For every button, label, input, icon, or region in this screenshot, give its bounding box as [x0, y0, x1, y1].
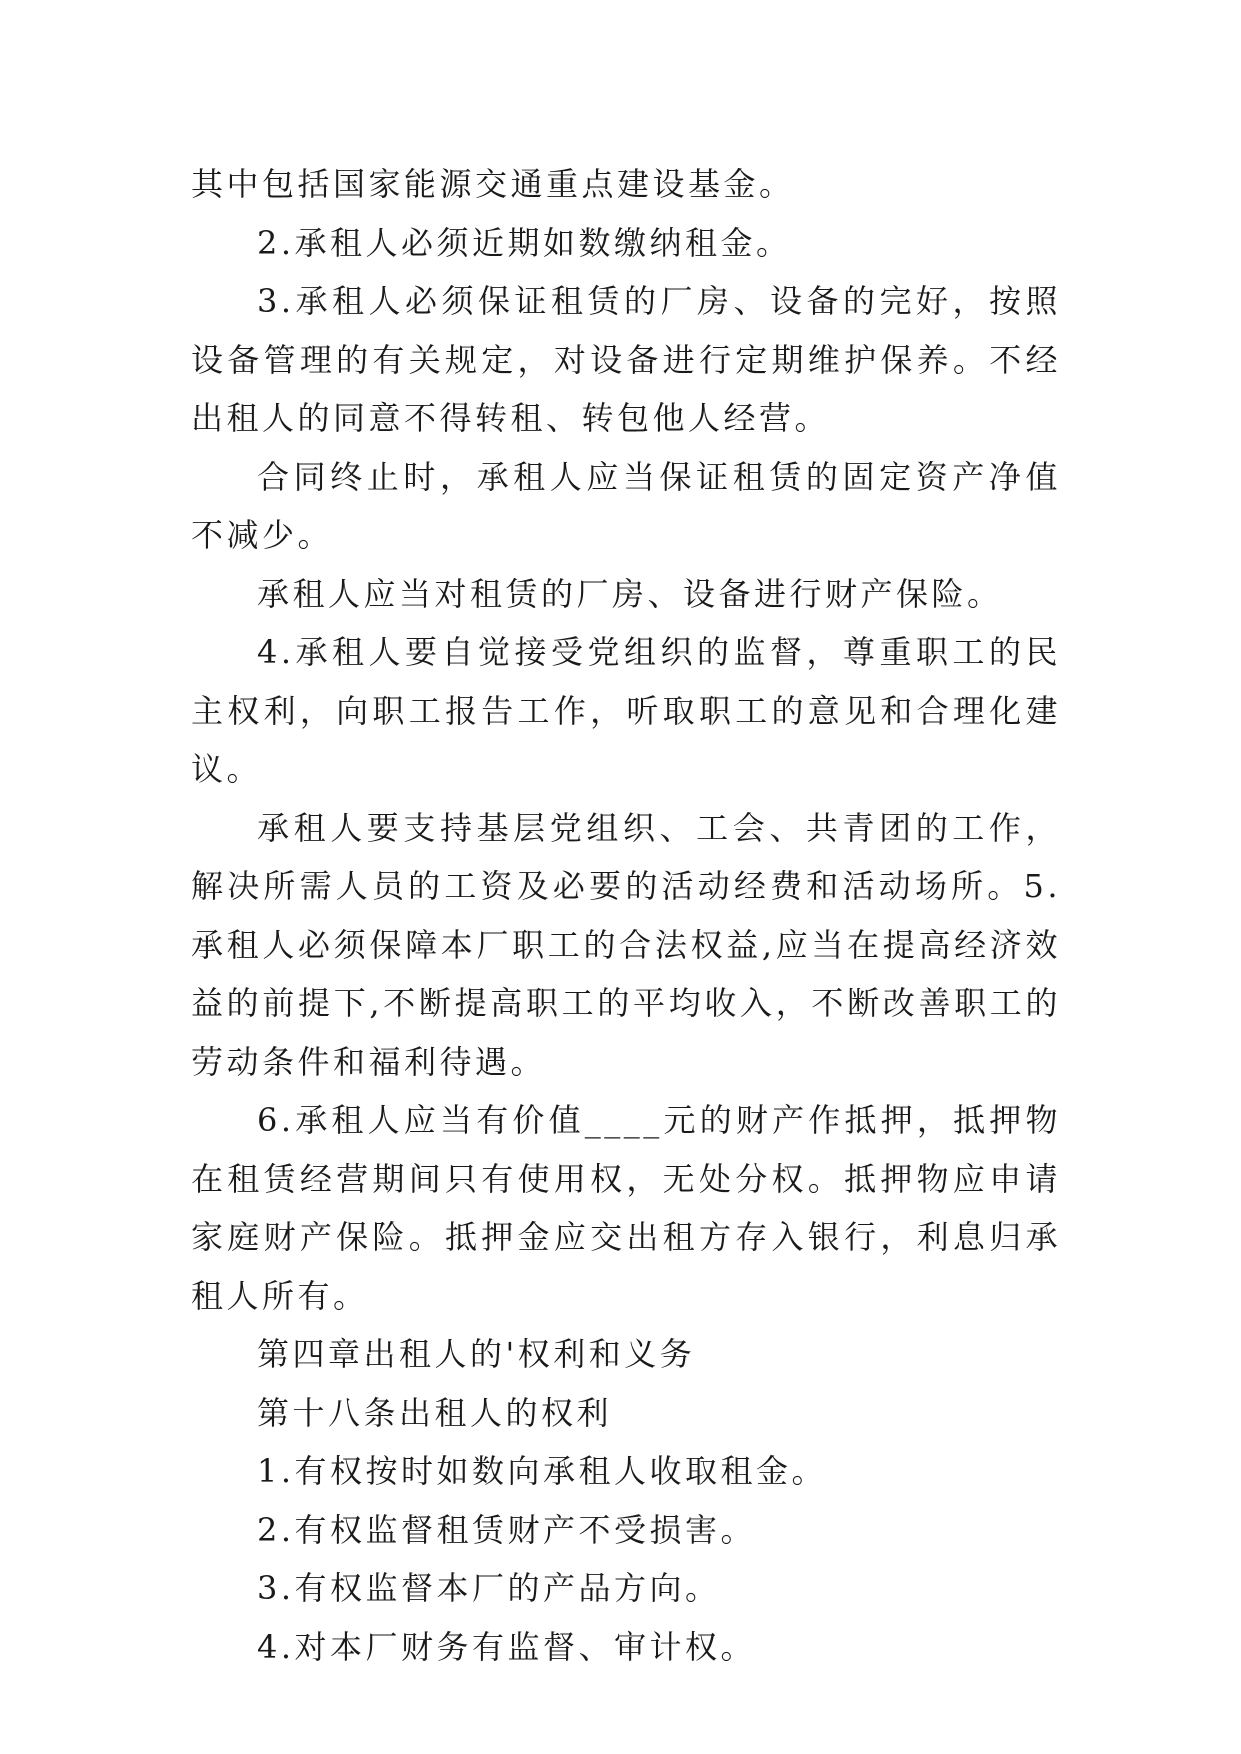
paragraph-contract-termination: 合同终止时，承租人应当保证租赁的固定资产净值不减少。 — [191, 457, 1061, 554]
paragraph-continuation: 其中包括国家能源交通重点建设基金。 — [191, 165, 795, 203]
paragraph-item-3-equipment-maintenance: 3.承租人必须保证租赁的厂房、设备的完好，按照设备管理的有关规定，对设备进行定期维护保养。不经出租人的同意不得转租、转包他人经营。 — [191, 282, 1061, 437]
paragraph-item-4-supervision: 4.承租人要自觉接受党组织的监督，尊重职工的民主权利，向职工报告工作，听取职工的意见和合理化建议。 — [191, 633, 1061, 788]
chapter-heading: 第四章出租人的'权利和义务 — [257, 1335, 696, 1373]
lessor-right-item-2: 2.有权监督租赁财产不受损害。 — [257, 1510, 757, 1549]
lessor-right-item-1: 1.有权按时如数向承租人收取租金。 — [257, 1452, 828, 1490]
lessor-right-item-3: 3.有权监督本厂的产品方向。 — [257, 1569, 721, 1607]
paragraph-item-6-collateral: 6.承租人应当有价值____元的财产作抵押，抵押物在租赁经营期间只有使用权，无处分权。抵押物应申请家庭财产保险。抵押金应交出租方存入银行，利息归承租人所有。 — [191, 1101, 1061, 1315]
paragraph-property-insurance: 承租人应当对租赁的厂房、设备进行财产保险。 — [257, 574, 1003, 613]
article-heading: 第十八条出租人的权利 — [257, 1393, 613, 1432]
document-page — [191, 155, 1061, 1676]
paragraph-item-5-worker-rights: 承租人要支持基层党组织、工会、共青团的工作，解决所需人员的工资及必要的活动经费和活动场所。5.承租人必须保障本厂职工的合法权益,应当在提高经济效益的前提下,不断提高职工的平均收入，不断改善职工的劳动条件和福利待遇。 — [191, 808, 1061, 1081]
lessor-right-item-4: 4.对本厂财务有监督、审计权。 — [257, 1627, 757, 1666]
paragraph-item-2-rent-payment: 2.承租人必须近期如数缴纳租金。 — [257, 223, 792, 262]
